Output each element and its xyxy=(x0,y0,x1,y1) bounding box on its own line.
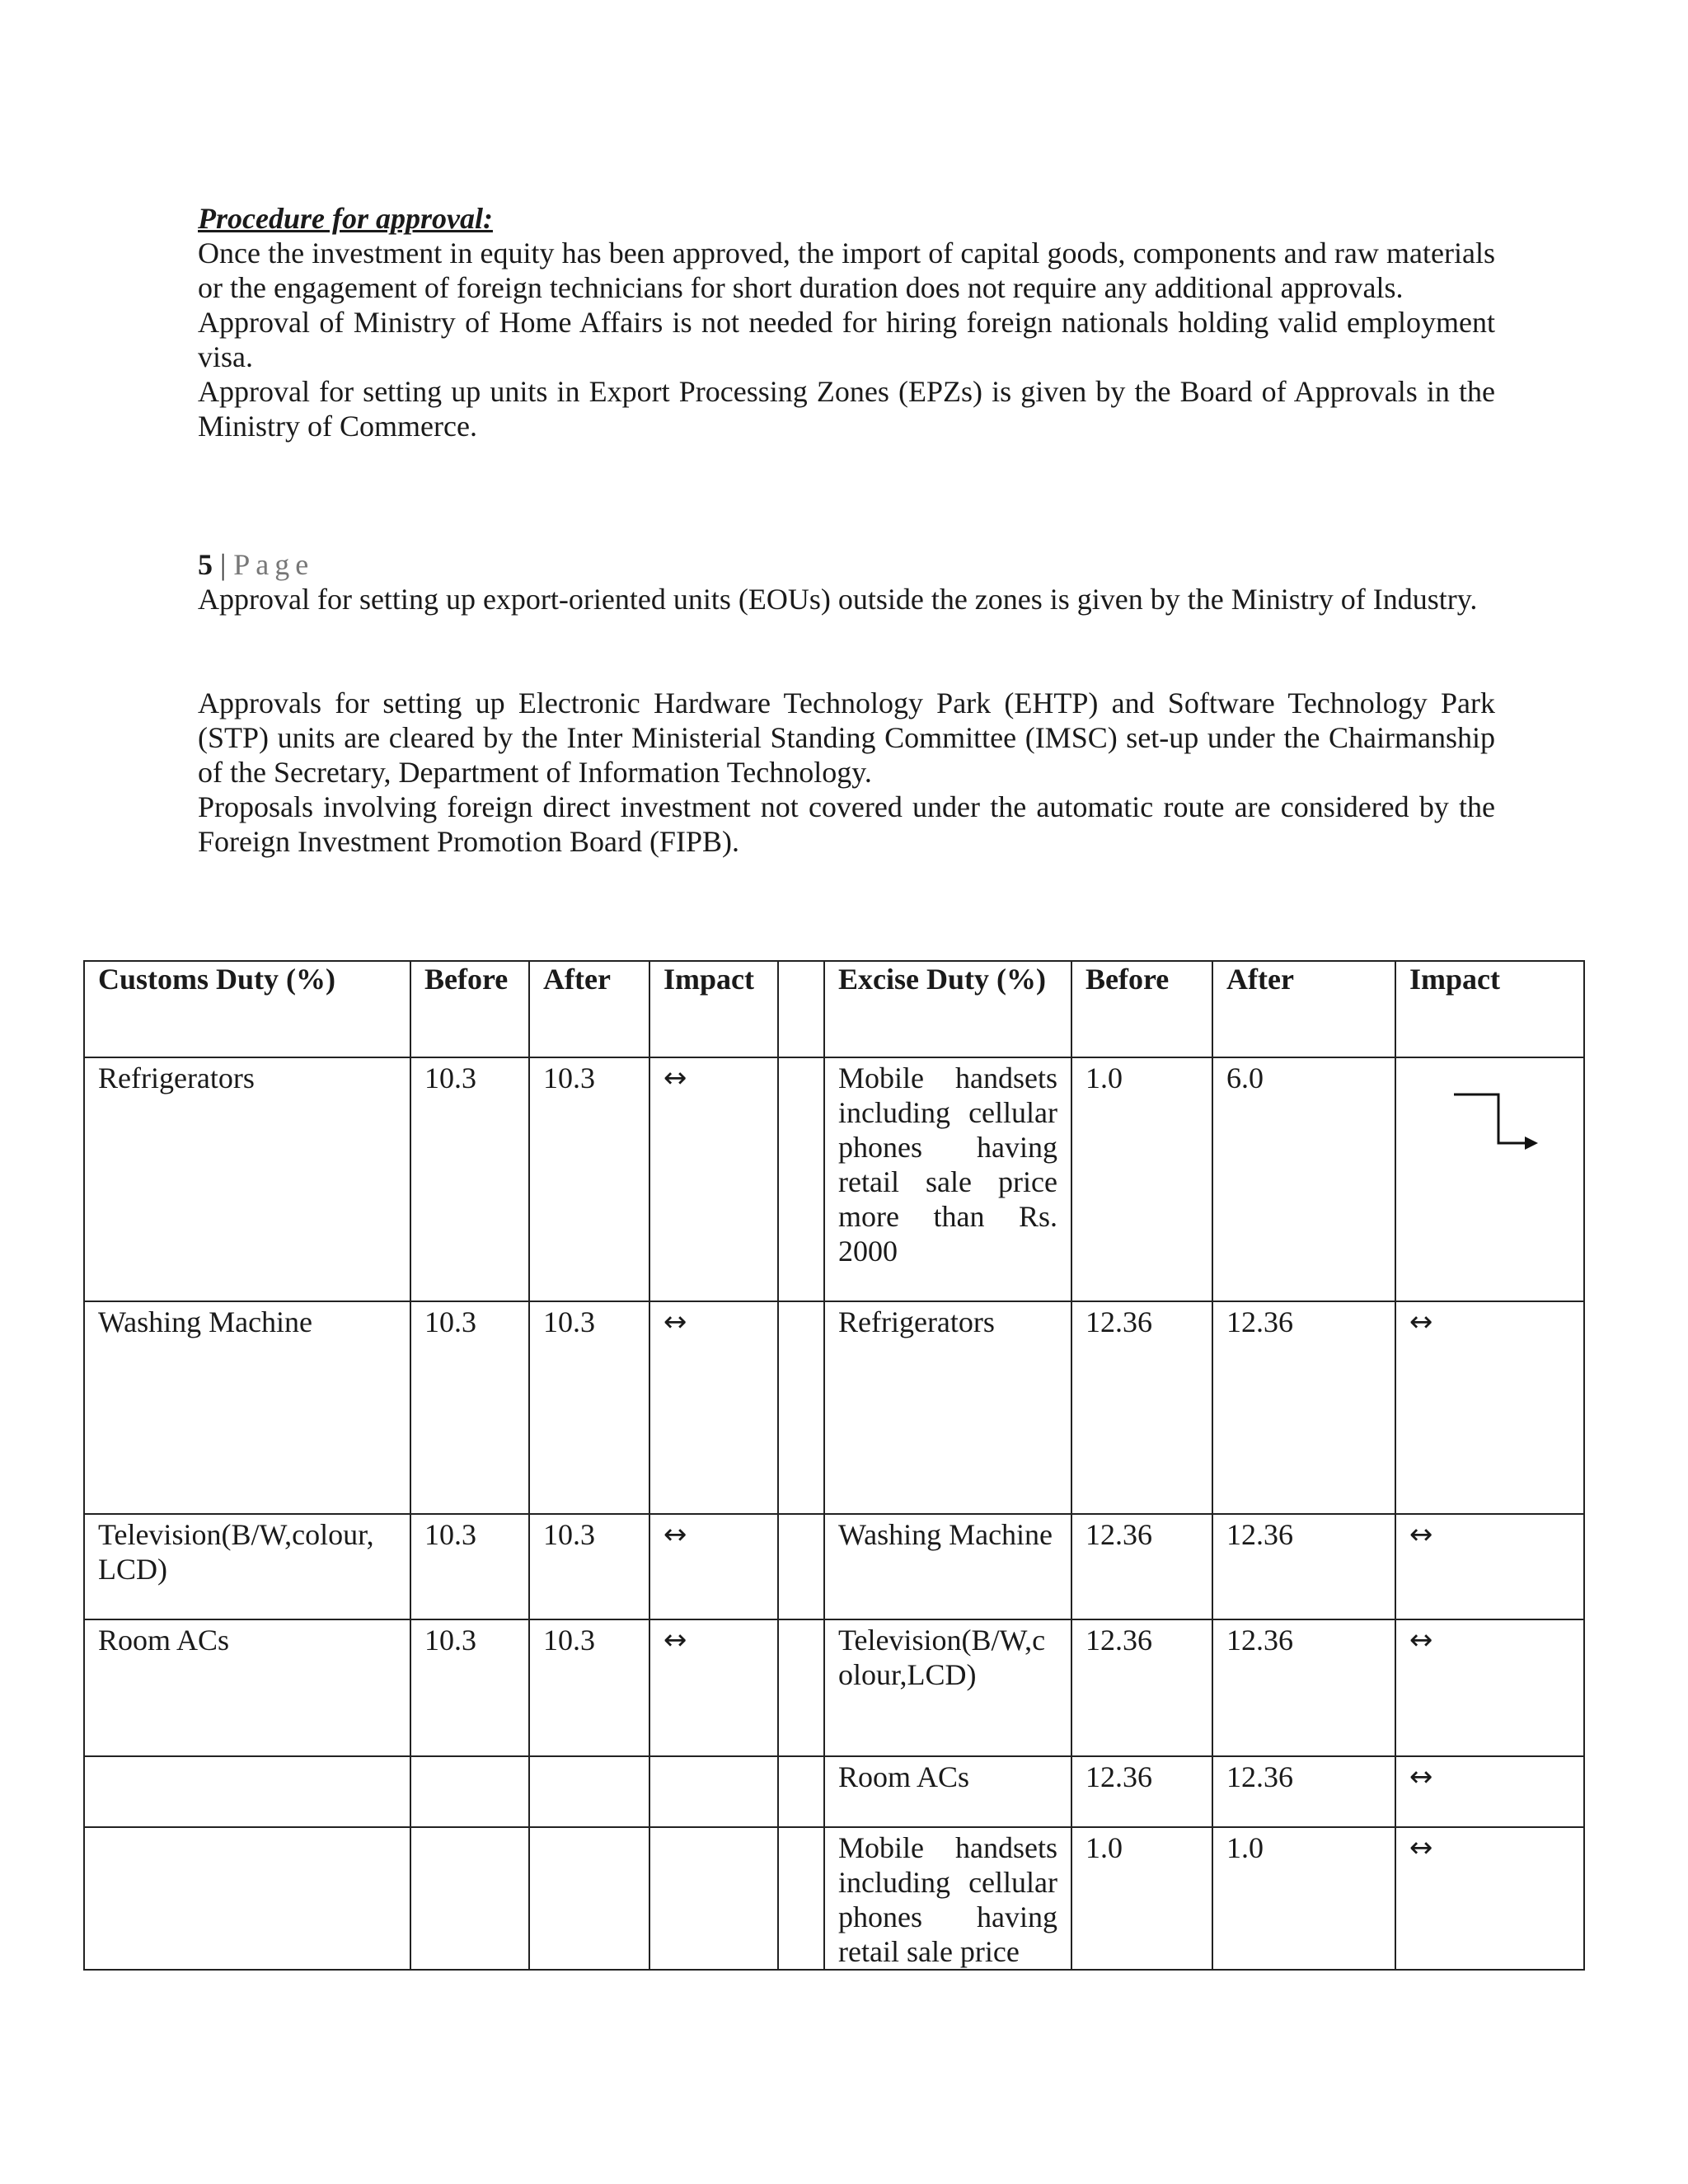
customs-before: 10.3 xyxy=(410,1619,529,1756)
ehtp-paragraph: Approvals for setting up Electronic Hardware Technology Park (EHTP) and Software Technology Park (STP) units are cleared by the Inter Ministerial Standing Committee (IMSC) set-up under the Chairmanship of the Secretary, Department of Information Technology. xyxy=(198,687,1495,789)
excise-after: 12.36 xyxy=(1212,1514,1395,1619)
excise-before: 1.0 xyxy=(1071,1057,1212,1301)
excise-impact: ↔ xyxy=(1395,1301,1584,1514)
procedure-section xyxy=(198,201,1495,443)
customs-impact: ↔ xyxy=(649,1514,778,1619)
table-row xyxy=(84,1057,1584,1301)
customs-item xyxy=(84,1756,410,1827)
header-excise-before: Before xyxy=(1071,961,1212,1057)
header-customs-duty: Customs Duty (%) xyxy=(84,961,410,1057)
excise-after: 12.36 xyxy=(1212,1619,1395,1756)
header-customs-after: After xyxy=(529,961,649,1057)
customs-after: 10.3 xyxy=(529,1301,649,1514)
table-row xyxy=(84,1514,1584,1619)
excise-impact: ↔ xyxy=(1395,1514,1584,1619)
customs-item: Television(B/W,colour, LCD) xyxy=(84,1514,410,1619)
customs-impact xyxy=(649,1827,778,1970)
customs-impact: ↔ xyxy=(649,1619,778,1756)
page-marker xyxy=(198,547,1495,582)
table-header-row xyxy=(84,961,1584,1057)
excise-item: Washing Machine xyxy=(824,1514,1071,1619)
customs-before xyxy=(410,1756,529,1827)
table-row xyxy=(84,1827,1584,1970)
excise-before: 12.36 xyxy=(1071,1514,1212,1619)
excise-item: Refrigerators xyxy=(824,1301,1071,1514)
ehtp-section xyxy=(198,686,1495,859)
page-marker-section xyxy=(198,547,1495,616)
eou-paragraph: Approval for setting up export-oriented units (EOUs) outside the zones is given by the Ministry of Industry. xyxy=(198,583,1478,616)
spacer-cell xyxy=(778,1827,824,1970)
customs-impact: ↔ xyxy=(649,1301,778,1514)
excise-before: 12.36 xyxy=(1071,1301,1212,1514)
step-down-right-arrow-icon xyxy=(1409,1092,1570,1151)
customs-before: 10.3 xyxy=(410,1301,529,1514)
customs-after: 10.3 xyxy=(529,1514,649,1619)
customs-after: 10.3 xyxy=(529,1619,649,1756)
excise-before: 12.36 xyxy=(1071,1756,1212,1827)
procedure-heading: Procedure for approval: xyxy=(198,202,493,235)
header-excise-duty: Excise Duty (%) xyxy=(824,961,1071,1057)
excise-item: Room ACs xyxy=(824,1756,1071,1827)
header-customs-impact: Impact xyxy=(649,961,778,1057)
procedure-paragraph: Approval of Ministry of Home Affairs is not needed for hiring foreign nationals holding valid employment visa. xyxy=(198,306,1495,373)
spacer-cell xyxy=(778,1756,824,1827)
header-excise-impact: Impact xyxy=(1395,961,1584,1057)
header-excise-after: After xyxy=(1212,961,1395,1057)
customs-after xyxy=(529,1756,649,1827)
page-word: Page xyxy=(233,548,315,581)
customs-after xyxy=(529,1827,649,1970)
customs-before: 10.3 xyxy=(410,1057,529,1301)
excise-after: 12.36 xyxy=(1212,1756,1395,1827)
customs-item: Washing Machine xyxy=(84,1301,410,1514)
procedure-paragraph: Approval for setting up units in Export Processing Zones (EPZs) is given by the Board of Approvals in the Ministry of Commerce. xyxy=(198,375,1495,443)
customs-after: 10.3 xyxy=(529,1057,649,1301)
customs-before: 10.3 xyxy=(410,1514,529,1619)
excise-after: 12.36 xyxy=(1212,1301,1395,1514)
customs-item xyxy=(84,1827,410,1970)
excise-impact: ↔ xyxy=(1395,1827,1584,1970)
page-separator: | xyxy=(220,548,227,581)
spacer-cell xyxy=(778,1514,824,1619)
excise-impact xyxy=(1395,1057,1584,1301)
excise-after: 6.0 xyxy=(1212,1057,1395,1301)
excise-item: Television(B/W,colour,LCD) xyxy=(824,1619,1071,1756)
duty-table xyxy=(83,960,1585,1971)
spacer-cell xyxy=(778,1301,824,1514)
header-customs-before: Before xyxy=(410,961,529,1057)
procedure-paragraph: Once the investment in equity has been approved, the import of capital goods, components and raw materials or the engagement of foreign technicians for short duration does not require any additional approvals. xyxy=(198,237,1495,304)
spacer-cell xyxy=(778,1619,824,1756)
table-row xyxy=(84,1756,1584,1827)
spacer-cell xyxy=(778,1057,824,1301)
customs-item: Room ACs xyxy=(84,1619,410,1756)
excise-item: Mobile handsets including cellular phones having retail sale price more than Rs. 2000 xyxy=(824,1057,1071,1301)
fipb-paragraph: Proposals involving foreign direct investment not covered under the automatic route are considered by the Foreign Investment Promotion Board (FIPB). xyxy=(198,790,1495,858)
excise-after: 1.0 xyxy=(1212,1827,1395,1970)
page-number: 5 xyxy=(198,548,213,581)
excise-impact: ↔ xyxy=(1395,1756,1584,1827)
customs-before xyxy=(410,1827,529,1970)
spacer-cell xyxy=(778,961,824,1057)
table-row xyxy=(84,1619,1584,1756)
excise-before: 1.0 xyxy=(1071,1827,1212,1970)
excise-before: 12.36 xyxy=(1071,1619,1212,1756)
excise-item: Mobile handsets including cellular phones having retail sale price xyxy=(824,1827,1071,1970)
excise-impact: ↔ xyxy=(1395,1619,1584,1756)
table-row xyxy=(84,1301,1584,1514)
customs-impact: ↔ xyxy=(649,1057,778,1301)
customs-impact xyxy=(649,1756,778,1827)
customs-item: Refrigerators xyxy=(84,1057,410,1301)
